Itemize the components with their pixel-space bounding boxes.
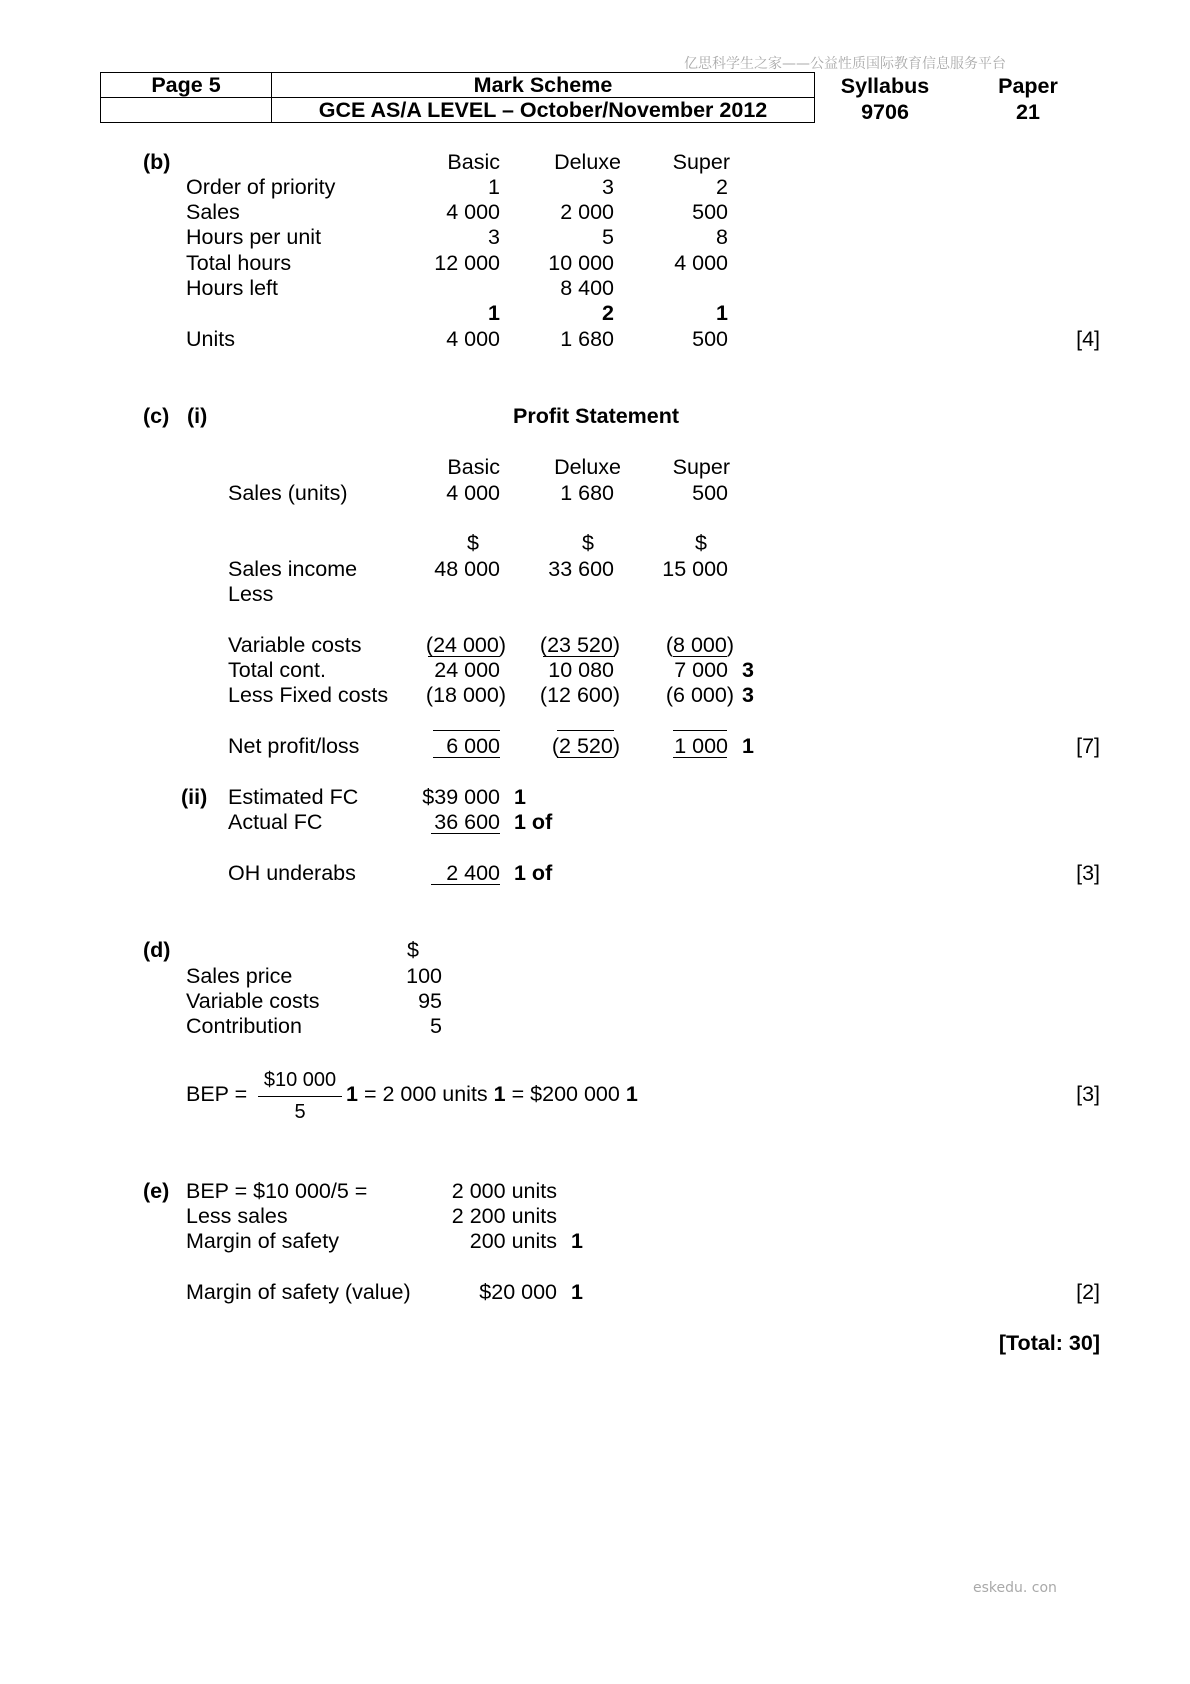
mark-cell: 2 (602, 301, 614, 325)
bep-denominator: 5 (294, 1101, 306, 1123)
bep-units: = 2 000 units (363, 1082, 488, 1106)
marks-c-i: [7] (1076, 734, 1100, 758)
fraction-bar (258, 1096, 342, 1097)
part-ii-label: (ii) (181, 785, 208, 809)
row-label: Sales price (186, 964, 293, 988)
row-label: Variable costs (228, 633, 362, 657)
row-label: Variable costs (186, 989, 320, 1013)
cell: (2 520) (551, 734, 620, 758)
row-label: Sales (units) (228, 481, 348, 505)
header-blank (101, 98, 272, 123)
underline (557, 757, 614, 758)
underline (431, 833, 500, 834)
mark: 1 of (514, 810, 553, 834)
currency: $ (582, 531, 594, 555)
cell: 6 000 (446, 734, 500, 758)
cell: $20 000 (479, 1280, 557, 1304)
section-e-label: (e) (143, 1179, 170, 1203)
cell: 8 (716, 225, 728, 249)
row-label: OH underabs (228, 861, 356, 885)
cell: $39 000 (422, 785, 500, 809)
cell: 1 680 (560, 327, 614, 351)
cell: 8 400 (560, 276, 614, 300)
syllabus-label: Syllabus (840, 74, 930, 98)
cell: 24 000 (434, 658, 500, 682)
section-b-label: (b) (143, 150, 171, 174)
rule (673, 730, 727, 731)
row-label: Less sales (186, 1204, 288, 1228)
cell: 4 000 (446, 327, 500, 351)
rule (433, 730, 500, 731)
cell: 5 (430, 1014, 442, 1038)
row-label: Net profit/loss (228, 734, 360, 758)
row-label: Actual FC (228, 810, 323, 834)
row-label: Estimated FC (228, 785, 359, 809)
cell: (23 520) (539, 633, 620, 657)
row-label: Less Fixed costs (228, 683, 389, 707)
row-label: Margin of safety (186, 1229, 339, 1253)
cell: 33 600 (548, 557, 614, 581)
marks-c-ii: [3] (1076, 861, 1100, 885)
cell: 1 680 (560, 481, 614, 505)
mark-cell: 1 (488, 301, 500, 325)
syllabus-value: 9706 (861, 100, 909, 124)
underline (543, 656, 615, 657)
paper-value: 21 (1016, 100, 1040, 124)
page-number: Page 5 (101, 73, 272, 98)
cell: 4 000 (446, 200, 500, 224)
cell: 4 000 (446, 481, 500, 505)
mark-cell: 1 (716, 301, 728, 325)
header-table (100, 72, 815, 123)
mark: 1 (571, 1229, 583, 1253)
underline (673, 757, 727, 758)
row-label: Sales income (228, 557, 358, 581)
underline (433, 757, 500, 758)
row-label: Hours left (186, 276, 279, 300)
bep-revenue: = $200 000 (511, 1082, 620, 1106)
cell: 2 000 (560, 200, 614, 224)
cell: (12 600) (539, 683, 620, 707)
row-label: Units (186, 327, 235, 351)
cell: 100 (406, 964, 442, 988)
cell: 10 080 (548, 658, 614, 682)
cell: (18 000) (425, 683, 506, 707)
cell: 12 000 (434, 251, 500, 275)
mark: 1 (514, 785, 526, 809)
section-c-label: (c) (143, 404, 170, 428)
mark: 1 (346, 1082, 358, 1106)
cell: 1 (488, 175, 500, 199)
bep-formula (346, 1084, 638, 1106)
col-super: Super (672, 455, 730, 479)
underline (673, 656, 727, 657)
watermark-text: 亿思科学生之家——公益性质国际教育信息服务平台 (684, 56, 1006, 72)
cell: 200 units (469, 1229, 557, 1253)
cell: 15 000 (662, 557, 728, 581)
rule (557, 730, 614, 731)
mark: 1 (493, 1082, 506, 1106)
paper-label: Paper (998, 74, 1058, 98)
row-label: Sales (186, 200, 240, 224)
cell: 48 000 (434, 557, 500, 581)
cell: 36 600 (434, 810, 500, 834)
part-i-label: (i) (187, 404, 208, 428)
col-deluxe: Deluxe (554, 150, 621, 174)
underline (428, 656, 500, 657)
col-deluxe: Deluxe (554, 455, 621, 479)
cell: 1 000 (674, 734, 728, 758)
exam-session: GCE AS/A LEVEL – October/November 2012 (272, 98, 815, 123)
row-label: Margin of safety (value) (186, 1280, 411, 1304)
mark: 1 (625, 1082, 638, 1106)
cell: 2 (716, 175, 728, 199)
cell: 500 (692, 200, 728, 224)
cell: 2 200 units (451, 1204, 557, 1228)
page-title: Mark Scheme (272, 73, 815, 98)
mark: 3 (742, 683, 754, 707)
cell: 5 (602, 225, 614, 249)
marks-d: [3] (1076, 1082, 1100, 1106)
currency: $ (695, 531, 707, 555)
cell: 7 000 (674, 658, 728, 682)
mark: 1 of (514, 861, 553, 885)
mark: 1 (571, 1280, 583, 1304)
row-label: Order of priority (186, 175, 336, 199)
bep-numerator: $10 000 (263, 1069, 337, 1091)
currency: $ (407, 938, 419, 962)
cell: 4 000 (674, 251, 728, 275)
col-basic: Basic (447, 455, 500, 479)
cell: 3 (488, 225, 500, 249)
cell: 10 000 (548, 251, 614, 275)
col-basic: Basic (447, 150, 500, 174)
bep-prefix: BEP = (186, 1082, 248, 1106)
row-label: Contribution (186, 1014, 302, 1038)
cell: 2 400 (446, 861, 500, 885)
marks-e: [2] (1076, 1280, 1100, 1304)
row-label: Total cont. (228, 658, 326, 682)
cell: 500 (692, 481, 728, 505)
row-label: Less (228, 582, 274, 606)
mark: 1 (742, 734, 754, 758)
cell: (24 000) (425, 633, 506, 657)
row-label: Total hours (186, 251, 292, 275)
cell: (6 000) (665, 683, 734, 707)
mark: 3 (742, 658, 754, 682)
cell: (8 000) (665, 633, 734, 657)
footer-watermark: eskedu. con (973, 1580, 1057, 1596)
profit-statement-title: Profit Statement (513, 404, 680, 428)
cell: 95 (418, 989, 442, 1013)
col-super: Super (672, 150, 730, 174)
section-d-label: (d) (143, 938, 171, 962)
marks-b: [4] (1076, 327, 1100, 351)
row-label: BEP = $10 000/5 = (186, 1179, 368, 1203)
total-marks: [Total: 30] (998, 1331, 1100, 1355)
underline (431, 884, 500, 885)
cell: 2 000 units (451, 1179, 557, 1203)
currency: $ (467, 531, 479, 555)
cell: 3 (602, 175, 614, 199)
cell: 500 (692, 327, 728, 351)
row-label: Hours per unit (186, 225, 322, 249)
